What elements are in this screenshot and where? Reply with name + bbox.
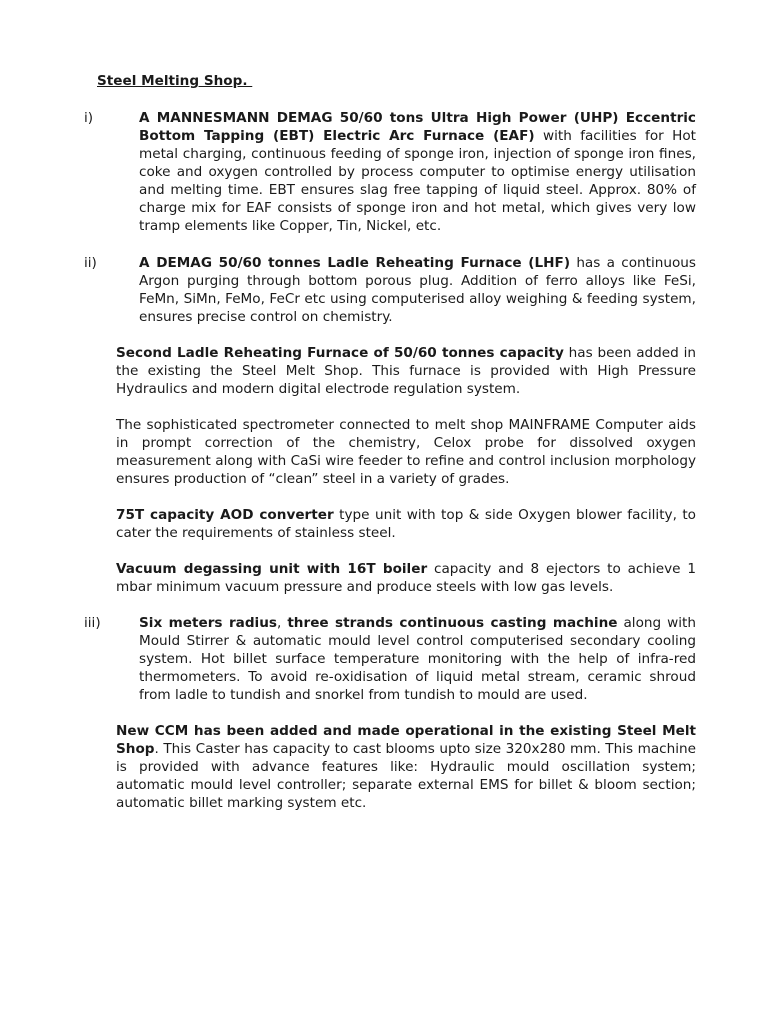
paragraph-bold-lead: 75T capacity AOD converter (116, 507, 334, 523)
paragraph-new-ccm (116, 722, 696, 812)
paragraph-second-lrf (116, 344, 696, 398)
list-item-separator: , (276, 615, 288, 631)
paragraph-bold-lead: Vacuum degassing unit with 16T boiler (116, 561, 428, 577)
list-item-bold-lead-2: three strands continuous casting machine (287, 615, 618, 631)
paragraph-vacuum-degassing (116, 560, 696, 596)
list-item-text (139, 614, 696, 704)
paragraph-body: has been added in the existing the Steel Melt Shop. This furnace is provided with High Pressure Hydraulics and modern digital electrode regulation system. (116, 345, 696, 397)
paragraph-spectrometer (116, 416, 696, 488)
list-item-text (139, 109, 696, 235)
list-item-bold-lead: A MANNESMANN DEMAG 50/60 tons Ultra High Power (UHP) Eccentric Bottom Tapping (EBT) Electric Arc Furnace (EAF) (139, 110, 696, 144)
paragraph-body: The sophisticated spectrometer connected to melt shop MAINFRAME Computer aids in prompt correction of the chemistry, Celox probe for dissolved oxygen measurement along with CaSi wire feeder to refine and control inclusion morphology ensures production of “clean” steel in a variety of grades. (116, 417, 696, 487)
paragraph-aod-converter (116, 506, 696, 542)
list-marker: ii) (84, 255, 97, 271)
paragraph-body: capacity and 8 ejectors to achieve 1 mbar minimum vacuum pressure and produce steels with low gas levels. (116, 561, 696, 595)
section-heading: Steel Melting Shop. (97, 73, 253, 89)
paragraph-bold-lead: Second Ladle Reheating Furnace of 50/60 tonnes capacity (116, 345, 564, 361)
list-item-body: along with Mould Stirrer & automatic mould level control computerised secondary cooling system. Hot billet surface temperature monitoring with the help of infra-red thermometers. To avoid re-oxidisation of liquid metal stream, ceramic shroud from ladle to tundish and snorkel from tundish to mould are used. (139, 615, 696, 703)
list-item-text (139, 254, 696, 326)
paragraph-body: . This Caster has capacity to cast blooms upto size 320x280 mm. This machine is provided with advance features like: Hydraulic mould oscillation system; automatic mould level controller; separate external EMS for billet & bloom section; automatic billet marking system etc. (116, 741, 696, 811)
list-item-body: with facilities for Hot metal charging, continuous feeding of sponge iron, injection of sponge iron fines, coke and oxygen controlled by process computer to optimise energy utilisation and melting time. EBT ensures slag free tapping of liquid steel. Approx. 80% of charge mix for EAF consists of sponge iron and hot metal, which gives very low tramp elements like Copper, Tin, Nickel, etc. (139, 128, 696, 234)
list-marker: iii) (84, 615, 101, 631)
list-item-bold-lead: Six meters radius (139, 615, 277, 631)
paragraph-bold-lead: New CCM has been added and made operational in the existing Steel Melt Shop (116, 723, 696, 757)
list-marker: i) (84, 110, 94, 126)
paragraph-body: type unit with top & side Oxygen blower facility, to cater the requirements of stainless steel. (116, 507, 697, 541)
list-item-body: has a continuous Argon purging through bottom porous plug. Addition of ferro alloys like FeSi, FeMn, SiMn, FeMo, FeCr etc using computerised alloy weighing & feeding system, ensures precise control on chemistry. (139, 255, 696, 325)
list-item-bold-lead: A DEMAG 50/60 tonnes Ladle Reheating Furnace (LHF) (139, 255, 571, 271)
